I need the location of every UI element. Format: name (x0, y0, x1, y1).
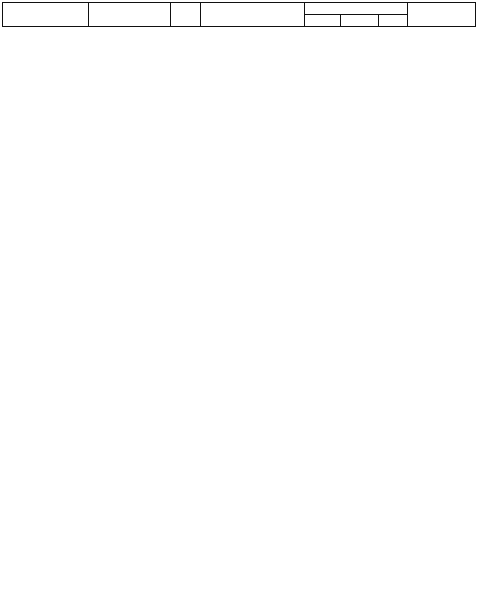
header-color (341, 15, 379, 27)
header-component (3, 3, 89, 27)
header-circuit (305, 15, 341, 27)
header-circuit-end-point (408, 3, 476, 27)
wiring-table (2, 2, 476, 27)
header-gauge (379, 15, 408, 27)
header-harness-connector (89, 3, 171, 27)
wiring-chart-sheet (2, 2, 475, 598)
header-function (201, 3, 305, 27)
header-wire-harness (305, 3, 408, 15)
header-pin-number (171, 3, 201, 27)
